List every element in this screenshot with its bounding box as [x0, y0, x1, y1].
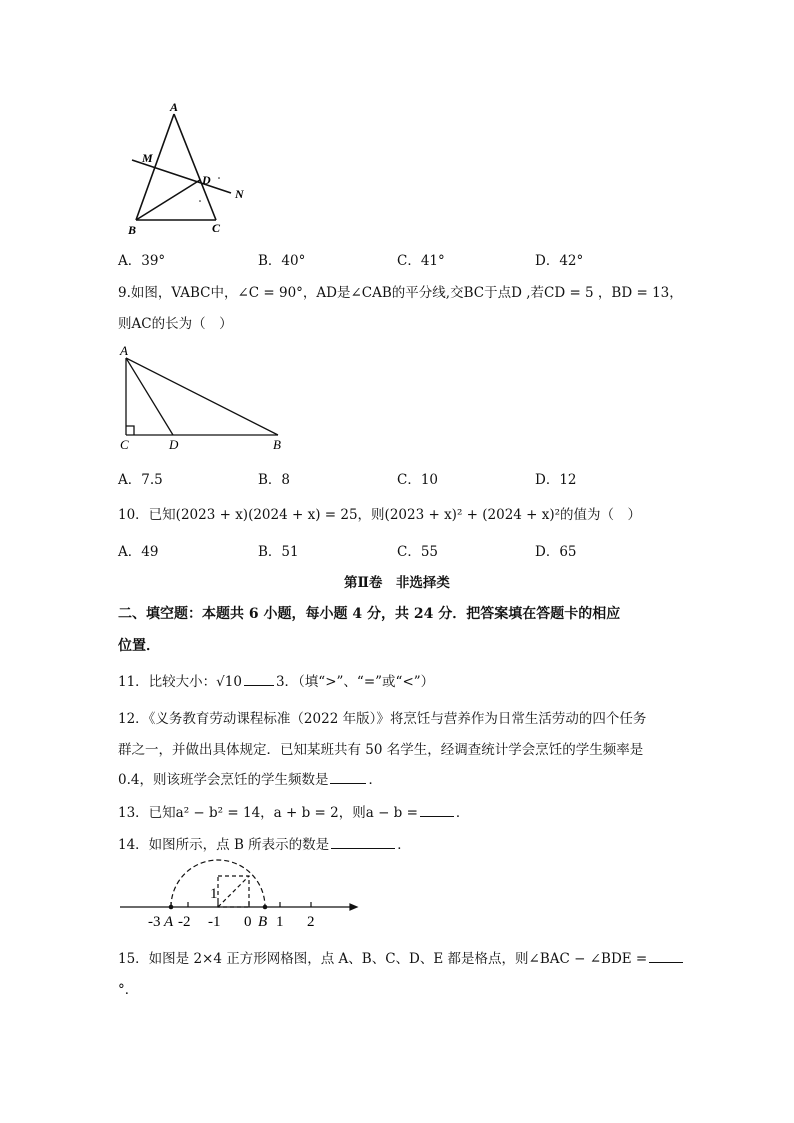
label-B: B — [273, 437, 281, 452]
label-A: A — [120, 343, 128, 358]
unit-label: 1 — [210, 886, 218, 902]
q8-triangle-figure — [118, 98, 258, 238]
section-2-instruction-line2: 位置． — [118, 638, 160, 654]
tick-label-2: 2 — [307, 914, 315, 930]
q14-before: 14．如图所示，点 B 所表示的数是 — [118, 837, 330, 853]
label-C: C — [212, 221, 221, 235]
section-2-title: 第Ⅱ卷 非选择类 — [344, 575, 450, 591]
q14-answer-blank[interactable] — [331, 836, 395, 849]
q9-option-c: C．10 — [397, 472, 439, 488]
q9-option-a: A．7.5 — [118, 472, 163, 488]
tick-label-neg1: -1 — [208, 914, 221, 930]
q10-options — [118, 540, 718, 560]
q15-line1 — [118, 947, 683, 967]
q14-after: ． — [397, 837, 411, 853]
q11-after: 3．（填“>”、“=”或“<”） — [275, 674, 435, 690]
section-2-instruction-line1: 二、填空题：本题共 6 小题，每小题 4 分，共 24 分．把答案填在答题卡的相应 — [118, 606, 621, 622]
q8-option-a: A．39° — [118, 253, 166, 269]
q11-answer-blank[interactable] — [244, 673, 274, 686]
q14-number-line-figure — [116, 856, 361, 936]
q11-before: 11．比较大小：√10 — [118, 674, 242, 690]
q12-line1: 12．《义务教育劳动课程标准（2022 年版）》将烹饪与营养作为日常生活劳动的四个任务 — [118, 711, 647, 727]
label-M: M — [142, 151, 153, 165]
q9-options — [118, 468, 718, 488]
q9-stem-line2: 则AC的长为（ ） — [118, 316, 233, 332]
q10-option-a: A．49 — [118, 544, 159, 560]
q13-before: 13．已知a² − b² = 14，a + b = 2，则a − b = — [118, 805, 418, 821]
q9-stem-line1: 9.如图，VABC中，∠C = 90°，AD是∠CAB的平分线,交BC于点D ,若CD = 5 ，BD = 13， — [118, 285, 683, 301]
q13-after: ． — [455, 805, 470, 821]
q9-option-d: D．12 — [535, 472, 577, 488]
q11 — [118, 670, 434, 690]
label-D: D — [169, 437, 179, 452]
q12-line3 — [118, 768, 382, 788]
q9-option-b: B．8 — [258, 472, 291, 488]
q12-line3-before: 0.4，则该班学会烹饪的学生频数是 — [118, 772, 329, 788]
q8-option-c: C．41° — [397, 253, 445, 269]
q12-answer-blank[interactable] — [330, 771, 366, 784]
tick-label-neg2: -2 — [178, 914, 191, 930]
q8-option-d: D．42° — [535, 253, 584, 269]
q15-line2: °． — [118, 982, 139, 998]
q10-option-b: B．51 — [258, 544, 299, 560]
q8-options — [118, 249, 718, 269]
label-C: C — [120, 437, 129, 452]
tick-label-neg3: -3 — [148, 914, 161, 930]
q13 — [118, 801, 469, 821]
q14 — [118, 833, 411, 853]
q10-option-d: D．65 — [535, 544, 577, 560]
q10-option-c: C．55 — [397, 544, 439, 560]
q8-option-b: B．40° — [258, 253, 306, 269]
tick-label-1: 1 — [276, 914, 284, 930]
label-A: A — [170, 100, 179, 114]
label-B: B — [128, 223, 137, 237]
q10-stem: 10．已知(2023 + x)(2024 + x) = 25，则(2023 + x)² + (2024 + x)²的值为（ ） — [118, 507, 642, 523]
q12-line3-after: ． — [368, 772, 382, 788]
label-N: N — [235, 187, 244, 201]
q15-line1-text: 15．如图是 2×4 正方形网格图，点 A、B、C、D、E 都是格点，则∠BAC − ∠BDE = — [118, 951, 648, 967]
tick-label-0: 0 — [244, 914, 252, 930]
point-label-b: B — [258, 914, 268, 930]
q15-answer-blank[interactable] — [649, 950, 683, 963]
q13-answer-blank[interactable] — [420, 804, 454, 817]
q9-right-triangle-figure — [114, 342, 294, 452]
point-label-a: A — [164, 914, 174, 930]
label-D: D — [202, 173, 211, 187]
q12-line2: 群之一，并做出具体规定．已知某班共有 50 名学生，经调查统计学会烹饪的学生频率是 — [118, 742, 644, 758]
